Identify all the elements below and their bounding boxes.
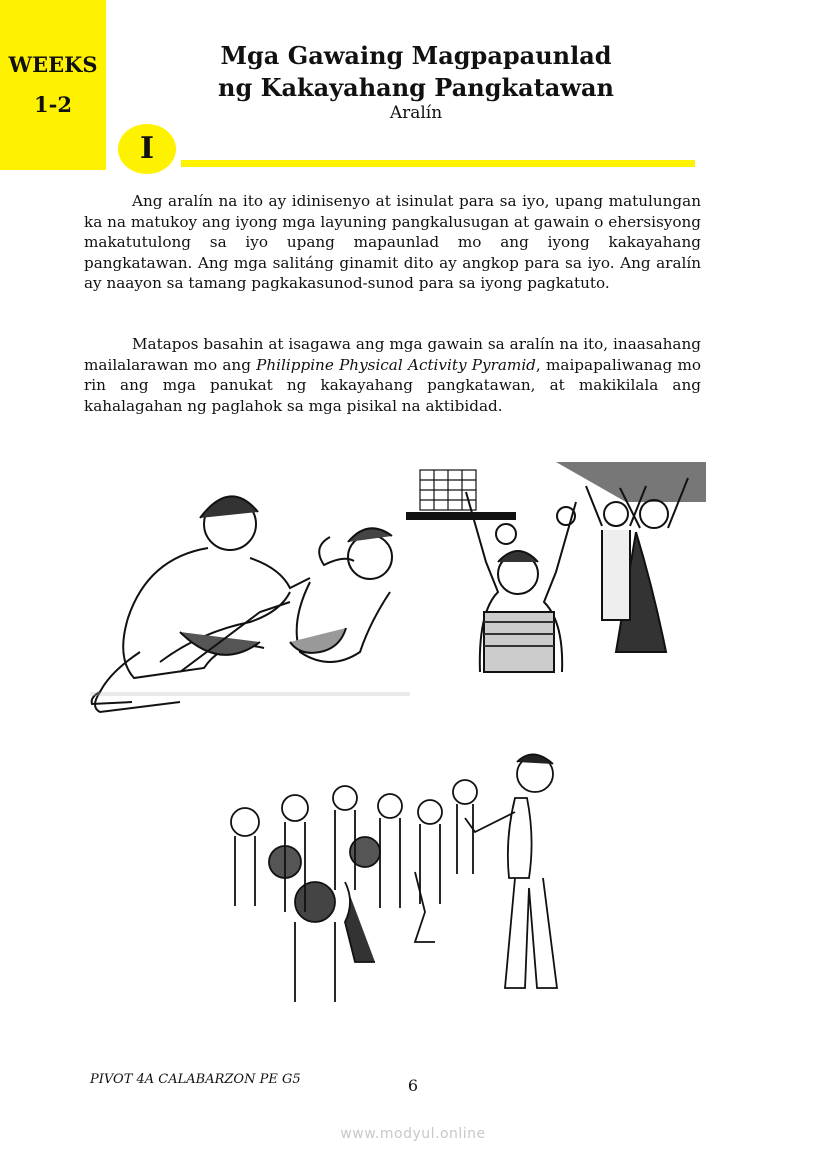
stretching-group-illustration xyxy=(406,462,706,684)
weeks-badge xyxy=(0,0,106,170)
site-watermark: www.modyul.online xyxy=(340,1126,486,1142)
page-subtitle: Aralín xyxy=(389,103,443,123)
aerobics-class-illustration xyxy=(215,752,561,1008)
objectives-text-start: Matapos basahin at isagawa ang mga gawain sa aralín na ito, inaasahang mailalarawan mo ang xyxy=(84,335,701,374)
objectives-pyramid-term: Philippine Physical Activity Pyramid xyxy=(256,355,536,374)
intro-paragraph: Ang aralín na ito ay idinisenyo at isinulat para sa iyo, upang matulungan ka na matukoy ang iyong mga layuning pangkalusugan at gawain o ehersisyong makatutulong sa iyo upang mapaunlad mo ang iyong kakayahang pangkatawan. Ang mga salitáng ginamit dito ay angkop para sa iyo. Ang aralín ay naayon sa tamang pagkakasunod-sunod para sa iyong pagkatuto. xyxy=(84,192,701,292)
objectives-text-end: , maipapaliwanag mo rin ang mga panukat ng kakayahang pangkatawan, at makikilala ang kahalagahan ng paglahok sa mga pisikal na aktibidad. xyxy=(84,355,701,415)
weeks-label: WEEKS xyxy=(8,52,98,77)
page-title xyxy=(120,40,712,104)
title-line-1: Mga Gawaing Magpapaunlad xyxy=(220,41,612,70)
weeks-range: 1-2 xyxy=(34,92,72,117)
page-number: 6 xyxy=(407,1076,419,1095)
objectives-paragraph xyxy=(84,334,701,416)
situp-illustration xyxy=(80,462,420,782)
phase-underline xyxy=(181,160,695,167)
title-line-2: ng Kakayahang Pangkatawan xyxy=(218,73,614,102)
footer-source: PIVOT 4A CALABARZON PE G5 xyxy=(90,1072,301,1087)
phase-marker: I xyxy=(118,124,176,174)
